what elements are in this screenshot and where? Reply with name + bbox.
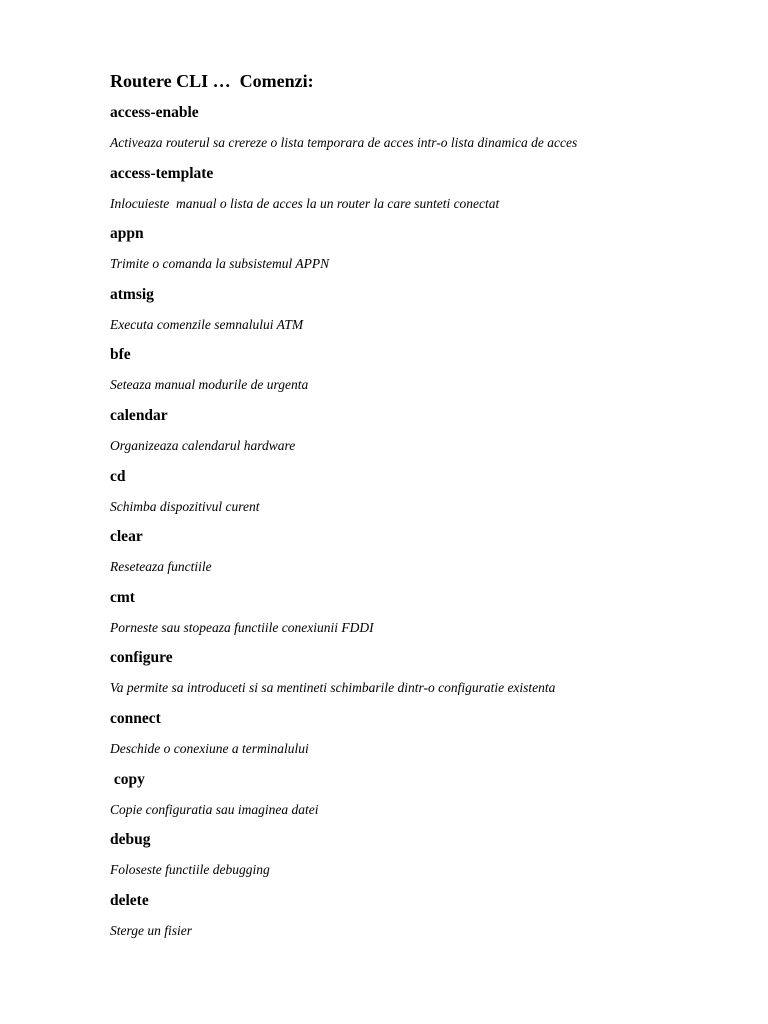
command-name: cmt	[110, 588, 135, 606]
command-name: delete	[110, 891, 149, 909]
command-name: access-template	[110, 164, 214, 182]
command-description: Va permite sa introduceti si sa mentineti schimbarile dintr-o configuratie existenta	[110, 680, 556, 696]
command-entry-appn	[110, 219, 710, 280]
command-entry-calendar	[110, 401, 710, 462]
command-entry-clear	[110, 522, 710, 583]
command-description: Schimba dispozitivul curent	[110, 498, 260, 514]
document-title: Routere CLI … Comenzi:	[110, 71, 314, 91]
command-name: calendar	[110, 406, 168, 424]
command-entry-configure	[110, 643, 710, 704]
document-page	[110, 68, 710, 946]
command-entry-atmsig	[110, 280, 710, 341]
command-description: Sterge un fisier	[110, 922, 192, 938]
command-name: configure	[110, 649, 173, 667]
command-name: access-enable	[110, 104, 199, 121]
command-description: Trimite o comanda la subsistemul APPN	[110, 256, 330, 272]
command-description: Foloseste functiile debugging	[110, 862, 270, 878]
command-name: connect	[110, 709, 161, 727]
command-entry-connect	[110, 704, 710, 765]
command-entry-cmt	[110, 583, 710, 644]
command-entry-debug	[110, 825, 710, 886]
command-entry-access-enable	[110, 98, 710, 159]
command-entry-cd	[110, 462, 710, 523]
command-description: Seteaza manual modurile de urgenta	[110, 377, 309, 393]
command-name: bfe	[110, 346, 131, 364]
command-description: Activeaza routerul sa crereze o lista temporara de acces intr-o lista dinamica de acces	[110, 135, 578, 150]
command-description: Inlocuieste manual o lista de acces la un router la care sunteti conectat	[110, 195, 500, 211]
command-name: appn	[110, 225, 144, 243]
command-name: clear	[110, 528, 143, 546]
command-entry-delete	[110, 886, 710, 947]
command-description: Porneste sau stopeaza functiile conexiunii FDDI	[110, 619, 374, 635]
command-description: Copie configuratia sau imaginea datei	[110, 801, 319, 817]
command-name: cd	[110, 467, 126, 485]
command-entry-copy	[110, 765, 710, 826]
command-name: atmsig	[110, 285, 154, 303]
command-description: Organizeaza calendarul hardware	[110, 437, 296, 453]
command-description: Deschide o conexiune a terminalului	[110, 740, 309, 756]
command-name: debug	[110, 831, 151, 849]
command-entry-bfe	[110, 340, 710, 401]
command-name: copy	[110, 770, 145, 788]
command-description: Reseteaza functiile	[110, 559, 212, 575]
command-description: Executa comenzile semnalului ATM	[110, 316, 304, 332]
command-entry-access-template	[110, 159, 710, 220]
